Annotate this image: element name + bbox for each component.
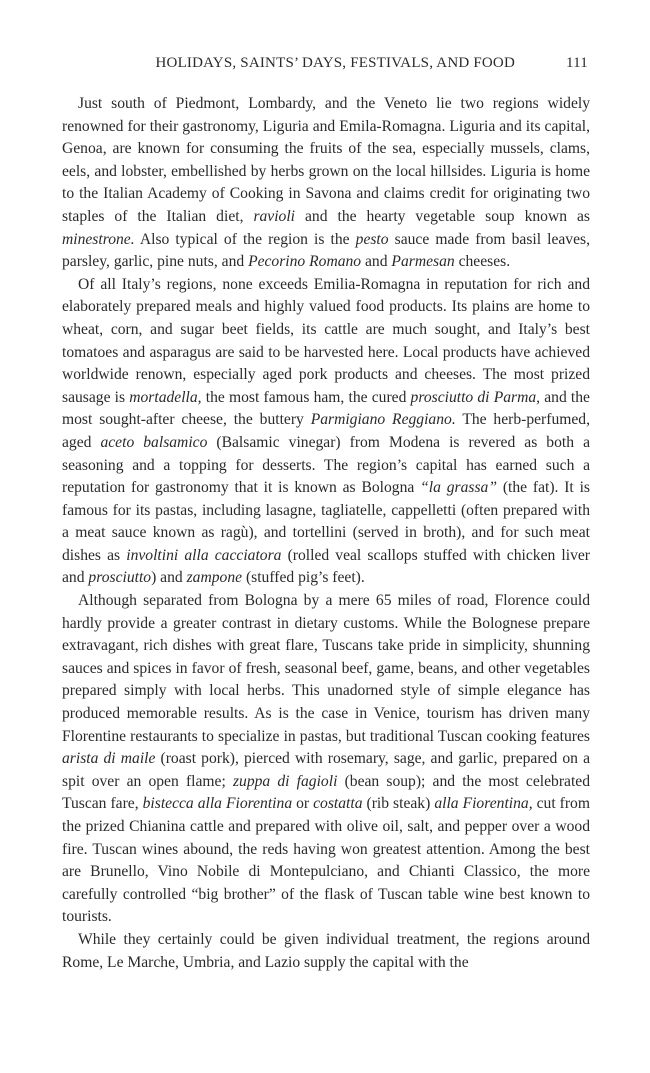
italic-term: zuppa di fagioli xyxy=(232,772,338,790)
text-run: (stuffed pig’s feet). xyxy=(242,569,365,587)
italic-term: minestrone. xyxy=(62,230,135,248)
text-run: cheeses. xyxy=(454,253,511,271)
text-run: sauce made from basil leaves, parsley, garlic, pine nuts, and xyxy=(62,230,590,271)
text-run: Although separated from Bologna by a mere 65 miles of road, Florence could hardly provide a greater contrast in dietary customs. While the Bolognese prepare extravagant, rich dishes with great flare, Tuscans take pride in simplicity, shunning sauces and spices in favor of fresh, seasonal beef, game, beans, and other vegetables prepared simply with local herbs. This unadorned style of simple elegance has produced memorable results. As is the case in Venice, tourism has driven many Florentine restaurants to specialize in pastas, but traditional Tuscan cooking features xyxy=(62,592,590,745)
italic-term: Parmesan xyxy=(391,253,455,271)
text-run: ) and xyxy=(151,569,187,587)
text-run: (Balsamic vinegar) from Modena is revered as both a seasoning and a topping for desserts. The region’s capital has earned such a reputation for gastronomy that it is known as Bologna xyxy=(62,433,590,497)
text-run: and the most sought-after cheese, the buttery xyxy=(62,388,590,429)
text-run: Also typical of the region is the xyxy=(134,230,356,248)
body-text xyxy=(62,93,590,974)
italic-term: bistecca alla Fiorentina xyxy=(142,795,293,813)
text-run: the most famous ham, the cured xyxy=(201,388,411,406)
text-run: The herb-perfumed, aged xyxy=(62,411,590,451)
italic-term: pesto xyxy=(355,230,389,248)
paragraph xyxy=(62,274,590,590)
text-run: (roast pork), pierced with rosemary, sage, and garlic, prepared on a spit over an open flame; xyxy=(62,750,590,790)
italic-term: Parmigiano Reggiano. xyxy=(310,411,456,429)
paragraph xyxy=(62,590,590,929)
running-title: HOLIDAYS, SAINTS’ DAYS, FESTIVALS, AND FOOD xyxy=(155,55,515,71)
paragraph xyxy=(62,929,590,974)
running-head xyxy=(62,55,590,79)
italic-term: mortadella, xyxy=(129,388,202,406)
text-run: and xyxy=(361,253,392,271)
italic-term: prosciutto xyxy=(88,569,152,587)
text-run: (the fat). It is famous for its pastas, including lasagne, tagliatelle, cappelletti (often prepared with a meat sauce known as ragù), and tortellini (served in broth), and for such meat dishes as xyxy=(62,479,590,564)
text-run: cut from the prized Chianina cattle and prepared with olive oil, salt, and pepper over a wood fire. Tuscan wines abound, the reds having won greatest attention. Among the best are Brunello, Vino Nobile di Montepulciano, and Chianti Classico, the more carefully controlled “big brother” of the flask of Tuscan table wine best known to tourists. xyxy=(62,795,590,926)
text-run: Just south of Piedmont, Lombardy, and the Veneto lie two regions widely renowned for their gastronomy, Liguria and Emila-Romagna. Liguria and its capital, Genoa, are known for consuming the fruits of the sea, especially mussels, clams, eels, and lobster, embellished by herbs grown on the local hillsides. Liguria is home to the Italian Academy of Cooking in Savona and claims credit for originating two staples of the Italian diet, xyxy=(62,95,590,225)
paragraph xyxy=(62,93,590,274)
italic-term: Pecorino Romano xyxy=(248,253,362,271)
italic-term: prosciutto di Parma, xyxy=(410,388,541,406)
text-run: While they certainly could be given individual treatment, the regions around Rome, Le Marche, Umbria, and Lazio supply the capital with the xyxy=(62,930,590,971)
italic-term: aceto balsamico xyxy=(100,433,208,451)
text-run: and the hearty vegetable soup known as xyxy=(295,207,590,225)
text-run: Of all Italy’s regions, none exceeds Emilia-Romagna in reputation for rich and elaborately prepared meals and highly valued food products. Its plains are home to wheat, corn, and sugar beet fields, its cattle are much sought, and Italy’s best tomatoes and asparagus are said to be harvested here. Local products have achieved worldwide renown, especially aged pork products and cheeses. The most prized sausage is xyxy=(62,275,590,406)
text-run: (rolled veal scallops stuffed with chicken liver and xyxy=(62,546,590,587)
italic-term: involtini alla cacciatora xyxy=(126,546,282,564)
italic-term: alla Fiorentina, xyxy=(434,795,533,813)
text-run: (rib steak) xyxy=(362,795,435,813)
text-run: (bean soup); and the most celebrated Tuscan fare, xyxy=(62,772,590,813)
page-number: 111 xyxy=(566,55,588,71)
italic-term: ravioli xyxy=(253,207,296,225)
italic-term: costatta xyxy=(313,795,363,813)
italic-term: “la grassa” xyxy=(420,479,497,497)
text-run: or xyxy=(292,795,314,813)
italic-term: arista di maile xyxy=(62,750,156,768)
italic-term: zampone xyxy=(186,569,243,587)
